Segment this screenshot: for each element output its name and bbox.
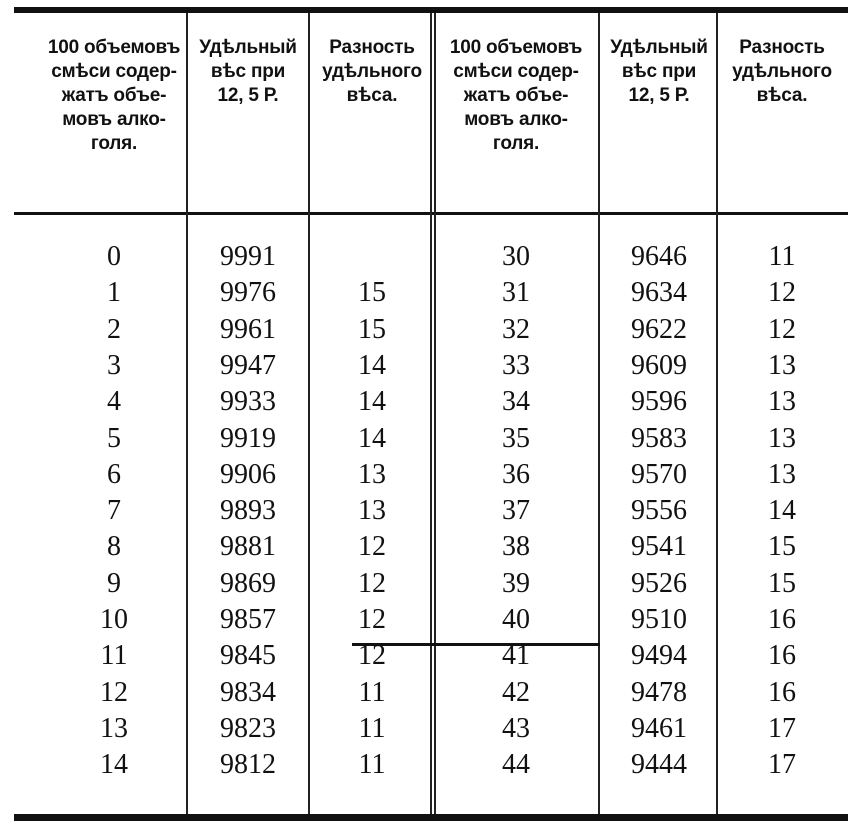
table-cell: 11 bbox=[358, 712, 386, 744]
column-header-line: удѣльного bbox=[732, 61, 832, 82]
table-cell: 39 bbox=[502, 567, 530, 599]
table-cell: 13 bbox=[768, 386, 796, 418]
column-header-line: голя. bbox=[90, 133, 138, 154]
table-cell: 7 bbox=[107, 495, 121, 527]
table-cell: 1 bbox=[107, 277, 121, 309]
column-header bbox=[29, 36, 199, 156]
table-cell: 32 bbox=[502, 313, 530, 345]
table-cell: 9646 bbox=[631, 241, 687, 272]
column-header-line: жатъ объе- bbox=[61, 85, 167, 106]
table-cell: 12 bbox=[768, 313, 796, 345]
table-cell: 9634 bbox=[631, 277, 687, 309]
table-cell: 9 bbox=[107, 567, 121, 599]
table-cell: 30 bbox=[502, 241, 530, 272]
table-cell: 15 bbox=[768, 531, 796, 563]
column-header-line: вѣса. bbox=[756, 85, 808, 106]
table-cell: 4 bbox=[107, 386, 121, 418]
table-cell: 37 bbox=[502, 495, 530, 527]
table-cell: 9933 bbox=[220, 386, 276, 418]
table-cell: 9947 bbox=[220, 349, 276, 381]
table-cell: 5 bbox=[107, 422, 121, 454]
table-cell: 9609 bbox=[631, 349, 687, 381]
table-cell: 9444 bbox=[631, 749, 687, 781]
table-cell: 14 bbox=[100, 749, 128, 781]
table-cell: 16 bbox=[768, 640, 796, 672]
table-cell: 9893 bbox=[220, 495, 276, 527]
column-header-line: 100 объемовъ bbox=[47, 37, 181, 58]
column-header-line: голя. bbox=[492, 133, 540, 154]
column-header-line: мовъ алко- bbox=[464, 109, 568, 130]
table-cell: 16 bbox=[768, 604, 796, 635]
table-cell: 15 bbox=[358, 313, 386, 345]
table-cell: 9556 bbox=[631, 495, 687, 527]
column-header-line: мовъ алко- bbox=[62, 109, 166, 130]
column-header-line: Разность bbox=[739, 37, 825, 58]
table-cell: 0 bbox=[107, 241, 121, 272]
table-cell: 9526 bbox=[631, 567, 687, 599]
table-cell: 6 bbox=[107, 458, 121, 490]
column-divider bbox=[598, 13, 600, 814]
table-cell: 9881 bbox=[220, 531, 276, 563]
column-header-line: 12, 5 Р. bbox=[217, 85, 279, 106]
table-cell: 9823 bbox=[220, 712, 276, 744]
table-cell: 10 bbox=[100, 604, 128, 635]
table-cell: 9869 bbox=[220, 567, 276, 599]
column-header-line: Удѣльный bbox=[199, 37, 297, 58]
table-cell: 9991 bbox=[220, 241, 276, 272]
table-cell: 9622 bbox=[631, 313, 687, 345]
column-header-line: смѣси содер- bbox=[453, 61, 579, 82]
table-cell: 14 bbox=[358, 386, 386, 418]
column-header-line: Разность bbox=[329, 37, 415, 58]
column-header-line: 100 объемовъ bbox=[449, 37, 583, 58]
table-cell: 14 bbox=[768, 495, 796, 527]
column-header-line: Удѣльный bbox=[610, 37, 708, 58]
table-cell: 40 bbox=[502, 604, 530, 635]
table-cell: 9976 bbox=[220, 277, 276, 309]
table-cell: 9834 bbox=[220, 676, 276, 708]
table-cell: 11 bbox=[358, 749, 386, 781]
table-cell: 14 bbox=[358, 422, 386, 454]
table-cell: 13 bbox=[358, 495, 386, 527]
column-header-line: смѣси содер- bbox=[51, 61, 177, 82]
column-header bbox=[313, 36, 431, 108]
table-cell: 9845 bbox=[220, 640, 276, 672]
table-cell: 44 bbox=[502, 749, 530, 781]
table-cell: 41 bbox=[502, 640, 530, 672]
column-header-line: 12, 5 Р. bbox=[628, 85, 690, 106]
column-header bbox=[436, 36, 596, 156]
table-cell: 17 bbox=[768, 712, 796, 744]
table-cell: 9570 bbox=[631, 458, 687, 490]
table-cell: 13 bbox=[768, 458, 796, 490]
table-cell: 12 bbox=[358, 640, 386, 672]
column-header bbox=[189, 36, 307, 108]
table-cell: 12 bbox=[100, 676, 128, 708]
table-cell: 11 bbox=[100, 640, 128, 672]
table-cell: 42 bbox=[502, 676, 530, 708]
table-cell: 8 bbox=[107, 531, 121, 563]
table-cell: 9461 bbox=[631, 712, 687, 744]
table-cell: 31 bbox=[502, 277, 530, 309]
table-cell: 9596 bbox=[631, 386, 687, 418]
column-header-line: вѣс при bbox=[621, 61, 697, 82]
table-cell: 9541 bbox=[631, 531, 687, 563]
column-header-line: вѣс при bbox=[210, 61, 286, 82]
table-cell: 9961 bbox=[220, 313, 276, 345]
column-header bbox=[602, 36, 716, 108]
table-cell: 16 bbox=[768, 676, 796, 708]
table-cell: 38 bbox=[502, 531, 530, 563]
table-cell: 11 bbox=[358, 676, 386, 708]
table-cell: 9857 bbox=[220, 604, 276, 635]
table-cell: 13 bbox=[768, 422, 796, 454]
table-cell: 13 bbox=[358, 458, 386, 490]
table-cell: 9583 bbox=[631, 422, 687, 454]
table-cell: 3 bbox=[107, 349, 121, 381]
table-cell: 12 bbox=[358, 604, 386, 635]
column-header bbox=[718, 36, 846, 108]
table-cell: 14 bbox=[358, 349, 386, 381]
table-cell: 9906 bbox=[220, 458, 276, 490]
table-cell: 12 bbox=[358, 567, 386, 599]
table-cell: 9494 bbox=[631, 640, 687, 672]
table-cell: 13 bbox=[100, 712, 128, 744]
table-cell: 36 bbox=[502, 458, 530, 490]
column-header-line: жатъ объе- bbox=[463, 85, 569, 106]
bottom-rule bbox=[14, 814, 848, 821]
column-header-line: удѣльного bbox=[322, 61, 422, 82]
table-cell: 9510 bbox=[631, 604, 687, 635]
table-cell: 35 bbox=[502, 422, 530, 454]
table-cell: 9812 bbox=[220, 749, 276, 781]
table-cell: 33 bbox=[502, 349, 530, 381]
table-cell: 11 bbox=[768, 241, 796, 272]
column-divider bbox=[308, 13, 310, 814]
table-cell: 17 bbox=[768, 749, 796, 781]
table-cell: 34 bbox=[502, 386, 530, 418]
table-cell: 12 bbox=[358, 531, 386, 563]
column-header-line: вѣса. bbox=[346, 85, 398, 106]
table-cell: 12 bbox=[768, 277, 796, 309]
table-cell: 13 bbox=[768, 349, 796, 381]
table-cell: 9919 bbox=[220, 422, 276, 454]
table-cell: 9478 bbox=[631, 676, 687, 708]
table-cell: 43 bbox=[502, 712, 530, 744]
table-cell: 15 bbox=[768, 567, 796, 599]
table-cell: 15 bbox=[358, 277, 386, 309]
table-cell: 2 bbox=[107, 313, 121, 345]
